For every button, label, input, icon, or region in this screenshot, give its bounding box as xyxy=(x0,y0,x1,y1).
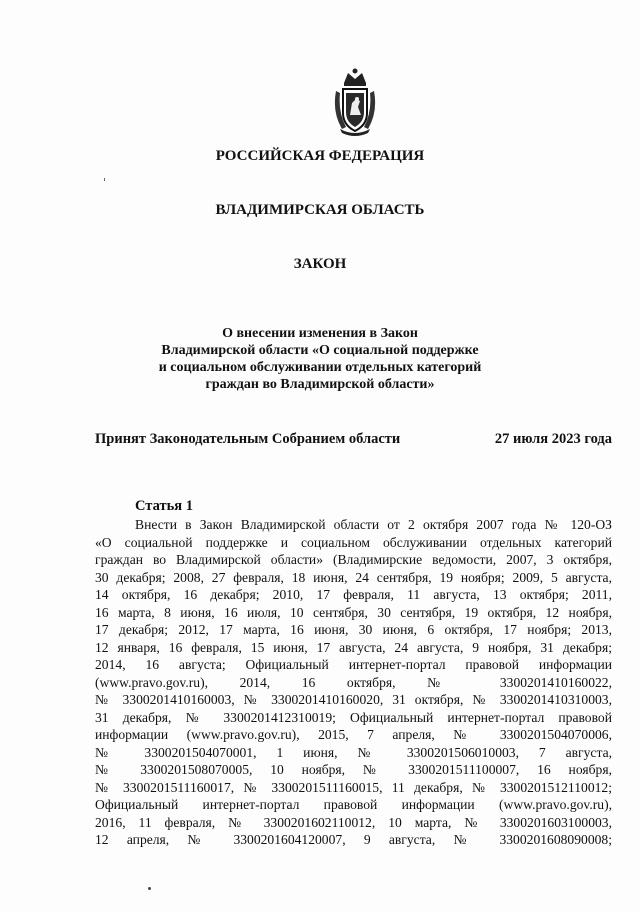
article-line: 30 декабря; 2008, 27 февраля, 18 июня, 24 сентября, 19 ноября; 2009, 5 августа, xyxy=(95,569,612,585)
subject-line: Владимирской области «О социальной поддержке xyxy=(161,343,479,358)
article-line: информации (www.pravo.gov.ru), 2015, 7 апреля, № 3300201504070006, xyxy=(95,727,612,742)
adopted-date: 27 июля 2023 года xyxy=(494,431,612,447)
article-line: № 3300201504070001, 1 июня, № 3300201506010003, 7 августа, xyxy=(95,744,612,760)
article-body xyxy=(95,516,612,849)
article-line: 16 марта, 8 июня, 16 июля, 10 сентября, 30 сентября, 19 октября, 12 ноября, xyxy=(95,604,612,620)
article-line: № 3300201410160003, № 3300201410160020, 31 октября, № 3300201410310003, xyxy=(95,692,612,707)
adopted-by: Принят Законодательным Собранием области xyxy=(95,431,401,447)
article-line: 17 декабря; 2012, 17 марта, 16 июня, 30 июня, 6 октября, 17 ноября; 2013, xyxy=(95,622,612,637)
subject-line: О внесении изменения в Закон xyxy=(222,326,418,341)
scan-dot xyxy=(148,887,151,890)
article-line: граждан во Владимирской области» (Владимирские ведомости, 2007, 3 октября, xyxy=(95,552,612,567)
document-type-heading: ЗАКОН xyxy=(293,256,347,272)
article-line: 2016, 11 февраля, № 3300201602110012, 10 марта, № 3300201603100003, xyxy=(95,814,612,830)
article-line: «О социальной поддержке и социальном обслуживании отдельных категорий xyxy=(95,534,612,550)
article-line: (www.pravo.gov.ru), 2014, 16 октября, № 3300201410160022, xyxy=(95,674,612,690)
coat-of-arms-emblem xyxy=(330,67,380,137)
article-line: Официальный интернет-портал правовой информации (www.pravo.gov.ru), xyxy=(95,797,612,812)
law-subject-title xyxy=(0,325,640,393)
subject-line: и социальном обслуживании отдельных категорий xyxy=(158,360,482,375)
article-line: № 3300201508070005, 10 ноября, № 3300201511100007, 16 ноября, xyxy=(95,762,612,777)
article-line: 2014, 16 августа; Официальный интернет-портал правовой информации xyxy=(95,657,612,672)
article-line: Внести в Закон Владимирской области от 2 октября 2007 года № 120-ОЗ xyxy=(135,517,612,532)
article-title: Статья 1 xyxy=(135,498,193,514)
subject-line: граждан во Владимирской области» xyxy=(205,377,435,392)
article-line: 31 декабря, № 3300201412310019; Официальный интернет-портал правовой xyxy=(95,709,612,725)
article-line: 14 октября, 16 декабря; 2010, 17 февраля, 11 августа, 13 октября; 2011, xyxy=(95,587,612,602)
article-line: № 3300201511160017, № 3300201511160015, 11 декабря, № 3300201512110012; xyxy=(95,779,612,795)
region-heading: ВЛАДИМИРСКАЯ ОБЛАСТЬ xyxy=(215,202,425,218)
scan-speck xyxy=(104,178,105,181)
country-heading: РОССИЙСКАЯ ФЕДЕРАЦИЯ xyxy=(215,148,425,164)
article-line: 12 января, 16 февраля, 15 июня, 17 августа, 24 августа, 9 ноября, 31 декабря; xyxy=(95,639,612,655)
article-line: 12 апреля, № 3300201604120007, 9 августа, № 3300201608090008; xyxy=(95,832,612,847)
